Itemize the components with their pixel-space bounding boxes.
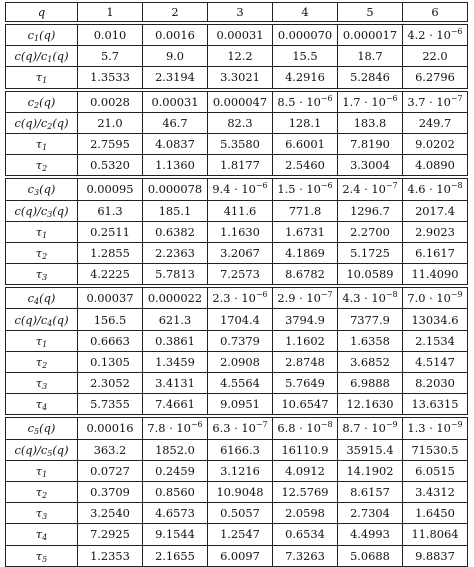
- table-cell: 7.8190: [338, 133, 403, 154]
- table-cell: 0.2459: [143, 460, 208, 481]
- row-label: $\tau_1$: [6, 133, 78, 154]
- row-label: $c_5(q)$: [6, 418, 78, 439]
- row-label: $\tau_5$: [6, 545, 78, 566]
- table-cell: $4.3 \cdot 10^{-8}$: [338, 288, 403, 309]
- table-cell: 0.00016: [78, 418, 143, 439]
- table-cell: 3.3021: [208, 67, 273, 88]
- table-cell: 15.5: [273, 46, 338, 67]
- table-cell: $1.5 \cdot 10^{-6}$: [273, 179, 338, 200]
- table-cell: 2.7595: [78, 133, 143, 154]
- table-row: [6, 418, 468, 439]
- table-cell: 0.5057: [208, 503, 273, 524]
- row-label: $\tau_3$: [6, 503, 78, 524]
- table-cell: 1.3533: [78, 67, 143, 88]
- table-cell: 1704.4: [208, 309, 273, 330]
- table-cell: 3.1216: [208, 460, 273, 481]
- table-row: [6, 373, 468, 394]
- row-label: $c_4(q)$: [6, 288, 78, 309]
- table-cell: 1.2855: [78, 242, 143, 263]
- table-cell: $6.3 \cdot 10^{-7}$: [208, 418, 273, 439]
- table-cell: 0.00095: [78, 179, 143, 200]
- table-cell: 0.1305: [78, 351, 143, 372]
- table-cell: 771.8: [273, 200, 338, 221]
- table-cell: $3.7 \cdot 10^{-7}$: [403, 91, 468, 112]
- header-q5: 5: [338, 3, 403, 22]
- table-cell: 82.3: [208, 112, 273, 133]
- table-cell: 3.4131: [143, 373, 208, 394]
- table-row: [6, 351, 468, 372]
- table-cell: 2.9023: [403, 221, 468, 242]
- table-row: [6, 133, 468, 154]
- table-cell: 4.4993: [338, 524, 403, 545]
- table-cell: 21.0: [78, 112, 143, 133]
- table-row: [6, 67, 468, 88]
- header-q3: 3: [208, 3, 273, 22]
- table-cell: 9.0: [143, 46, 208, 67]
- row-label: $c(q)/c_5(q)$: [6, 439, 78, 460]
- table-cell: $2.4 \cdot 10^{-7}$: [338, 179, 403, 200]
- table-cell: 61.3: [78, 200, 143, 221]
- table-cell: 1.6358: [338, 330, 403, 351]
- table-row: [6, 394, 468, 415]
- table-cell: 4.0837: [143, 133, 208, 154]
- table-cell: 12.2: [208, 46, 273, 67]
- table-cell: 3.3004: [338, 155, 403, 176]
- table-cell: 13.6315: [403, 394, 468, 415]
- row-label: $\tau_4$: [6, 524, 78, 545]
- row-label: $c_3(q)$: [6, 179, 78, 200]
- table-cell: 5.7: [78, 46, 143, 67]
- table-cell: 0.7379: [208, 330, 273, 351]
- table-cell: 2.2363: [143, 242, 208, 263]
- table-row: [6, 288, 468, 309]
- table-cell: 2.2700: [338, 221, 403, 242]
- table-cell: 6.1617: [403, 242, 468, 263]
- table-cell: 9.1544: [143, 524, 208, 545]
- table-row: [6, 460, 468, 481]
- table-cell: 3.2067: [208, 242, 273, 263]
- table-cell: 5.0688: [338, 545, 403, 566]
- table-cell: 0.000017: [338, 25, 403, 46]
- table-cell: 0.00037: [78, 288, 143, 309]
- table-row: [6, 503, 468, 524]
- row-label: $\tau_3$: [6, 373, 78, 394]
- table-cell: 0.010: [78, 25, 143, 46]
- header-row: [6, 3, 468, 22]
- table-cell: 5.1725: [338, 242, 403, 263]
- row-label: $\tau_2$: [6, 481, 78, 502]
- table-cell: 0.6663: [78, 330, 143, 351]
- table-cell: $1.3 \cdot 10^{-9}$: [403, 418, 468, 439]
- table-cell: 249.7: [403, 112, 468, 133]
- table-cell: 5.3580: [208, 133, 273, 154]
- table-cell: 1.1360: [143, 155, 208, 176]
- table-row: [6, 545, 468, 566]
- table-cell: 0.0028: [78, 91, 143, 112]
- table-body: [6, 3, 468, 567]
- table-cell: 0.0727: [78, 460, 143, 481]
- table-row: [6, 439, 468, 460]
- table-cell: 4.2916: [273, 67, 338, 88]
- table-cell: 3.4312: [403, 481, 468, 502]
- table-cell: 156.5: [78, 309, 143, 330]
- table-cell: 3794.9: [273, 309, 338, 330]
- table-cell: $2.3 \cdot 10^{-6}$: [208, 288, 273, 309]
- table-cell: 10.0589: [338, 264, 403, 285]
- row-label: $\tau_2$: [6, 155, 78, 176]
- table-cell: 0.00031: [208, 25, 273, 46]
- table-cell: 6.2796: [403, 67, 468, 88]
- table-cell: 12.5769: [273, 481, 338, 502]
- table-cell: 2.3052: [78, 373, 143, 394]
- table-cell: 2.8748: [273, 351, 338, 372]
- table-cell: 4.2225: [78, 264, 143, 285]
- table-cell: 0.6382: [143, 221, 208, 242]
- row-label: $c(q)/c_1(q)$: [6, 46, 78, 67]
- row-label: $\tau_1$: [6, 330, 78, 351]
- table-row: [6, 25, 468, 46]
- table-cell: 0.5320: [78, 155, 143, 176]
- table-cell: 13034.6: [403, 309, 468, 330]
- table-cell: 11.4090: [403, 264, 468, 285]
- table-cell: 22.0: [403, 46, 468, 67]
- table-cell: $8.5 \cdot 10^{-6}$: [273, 91, 338, 112]
- table-cell: 2.0598: [273, 503, 338, 524]
- table-cell: 6.9888: [338, 373, 403, 394]
- table-cell: 183.8: [338, 112, 403, 133]
- table-cell: $2.9 \cdot 10^{-7}$: [273, 288, 338, 309]
- table-cell: 0.3861: [143, 330, 208, 351]
- header-q4: 4: [273, 3, 338, 22]
- table-cell: $7.8 \cdot 10^{-6}$: [143, 418, 208, 439]
- table-row: [6, 309, 468, 330]
- table-cell: 5.7355: [78, 394, 143, 415]
- row-label: $c(q)/c_3(q)$: [6, 200, 78, 221]
- table-row: [6, 330, 468, 351]
- table-cell: $4.2 \cdot 10^{-6}$: [403, 25, 468, 46]
- header-label: q: [6, 3, 78, 22]
- table-cell: 6.0515: [403, 460, 468, 481]
- table-cell: 1.3459: [143, 351, 208, 372]
- table-row: [6, 200, 468, 221]
- row-label: $\tau_4$: [6, 394, 78, 415]
- table-row: [6, 242, 468, 263]
- table-row: [6, 91, 468, 112]
- table-cell: 0.000070: [273, 25, 338, 46]
- table-cell: 3.6852: [338, 351, 403, 372]
- table-cell: 2017.4: [403, 200, 468, 221]
- table-cell: 6.0097: [208, 545, 273, 566]
- table-cell: 4.6573: [143, 503, 208, 524]
- table-cell: 0.000047: [208, 91, 273, 112]
- table-cell: 1.2353: [78, 545, 143, 566]
- table-cell: 2.1534: [403, 330, 468, 351]
- table-cell: 4.0890: [403, 155, 468, 176]
- table-cell: 11.8064: [403, 524, 468, 545]
- header-q1: 1: [78, 3, 143, 22]
- table-row: [6, 155, 468, 176]
- table-cell: 7.3263: [273, 545, 338, 566]
- table-cell: 1.8177: [208, 155, 273, 176]
- table-cell: 8.6157: [338, 481, 403, 502]
- table-cell: 46.7: [143, 112, 208, 133]
- data-table: [5, 2, 468, 567]
- table-cell: 8.6782: [273, 264, 338, 285]
- table-cell: 2.0908: [208, 351, 273, 372]
- table-cell: 621.3: [143, 309, 208, 330]
- table-cell: 1.2547: [208, 524, 273, 545]
- table-cell: 9.0202: [403, 133, 468, 154]
- table-cell: $8.7 \cdot 10^{-9}$: [338, 418, 403, 439]
- table-cell: 0.00031: [143, 91, 208, 112]
- table-row: [6, 264, 468, 285]
- table-cell: 0.8560: [143, 481, 208, 502]
- table-cell: 185.1: [143, 200, 208, 221]
- row-label: $\tau_2$: [6, 351, 78, 372]
- table-cell: 8.2030: [403, 373, 468, 394]
- table-cell: 1.1602: [273, 330, 338, 351]
- row-label: $\tau_1$: [6, 221, 78, 242]
- table-cell: 2.7304: [338, 503, 403, 524]
- table-cell: 7.2573: [208, 264, 273, 285]
- table-cell: $1.7 \cdot 10^{-6}$: [338, 91, 403, 112]
- table-cell: 4.1869: [273, 242, 338, 263]
- table-cell: 363.2: [78, 439, 143, 460]
- table-cell: 6166.3: [208, 439, 273, 460]
- table-cell: 14.1902: [338, 460, 403, 481]
- row-label: $c(q)/c_4(q)$: [6, 309, 78, 330]
- table-cell: 2.3194: [143, 67, 208, 88]
- table-cell: 3.2540: [78, 503, 143, 524]
- table-cell: 10.9048: [208, 481, 273, 502]
- table-cell: 0.000022: [143, 288, 208, 309]
- table-cell: 0.6534: [273, 524, 338, 545]
- table-cell: 2.5460: [273, 155, 338, 176]
- table-cell: 4.5147: [403, 351, 468, 372]
- table-cell: 0.0016: [143, 25, 208, 46]
- table-row: [6, 112, 468, 133]
- table-row: [6, 179, 468, 200]
- table-cell: 71530.5: [403, 439, 468, 460]
- row-label: $\tau_3$: [6, 264, 78, 285]
- table-cell: $6.8 \cdot 10^{-8}$: [273, 418, 338, 439]
- row-label: $\tau_2$: [6, 242, 78, 263]
- table-cell: 1296.7: [338, 200, 403, 221]
- table-cell: $9.4 \cdot 10^{-6}$: [208, 179, 273, 200]
- table-cell: 2.1655: [143, 545, 208, 566]
- table-cell: 1852.0: [143, 439, 208, 460]
- table-cell: 12.1630: [338, 394, 403, 415]
- table-row: [6, 46, 468, 67]
- table-row: [6, 221, 468, 242]
- table-cell: 0.3709: [78, 481, 143, 502]
- table-cell: 10.6547: [273, 394, 338, 415]
- table-cell: 18.7: [338, 46, 403, 67]
- row-label: $c_1(q)$: [6, 25, 78, 46]
- table-cell: 1.6450: [403, 503, 468, 524]
- table-cell: $7.0 \cdot 10^{-9}$: [403, 288, 468, 309]
- header-q6: 6: [403, 3, 468, 22]
- table-cell: 4.5564: [208, 373, 273, 394]
- table-cell: 5.7649: [273, 373, 338, 394]
- table-cell: 9.0951: [208, 394, 273, 415]
- table-cell: 7.4661: [143, 394, 208, 415]
- table-cell: 4.0912: [273, 460, 338, 481]
- table-cell: 1.6731: [273, 221, 338, 242]
- row-label: $c_2(q)$: [6, 91, 78, 112]
- table-cell: 1.1630: [208, 221, 273, 242]
- table-row: [6, 481, 468, 502]
- table-cell: 7377.9: [338, 309, 403, 330]
- row-label: $c(q)/c_2(q)$: [6, 112, 78, 133]
- table-cell: $4.6 \cdot 10^{-8}$: [403, 179, 468, 200]
- table-cell: 411.6: [208, 200, 273, 221]
- table-cell: 9.8837: [403, 545, 468, 566]
- table-cell: 128.1: [273, 112, 338, 133]
- row-label: $\tau_1$: [6, 67, 78, 88]
- table-cell: 16110.9: [273, 439, 338, 460]
- table-cell: 7.2925: [78, 524, 143, 545]
- row-label: $\tau_1$: [6, 460, 78, 481]
- table-cell: 5.7813: [143, 264, 208, 285]
- table-cell: 0.2511: [78, 221, 143, 242]
- table-cell: 0.000078: [143, 179, 208, 200]
- header-q2: 2: [143, 3, 208, 22]
- table-cell: 35915.4: [338, 439, 403, 460]
- table-cell: 6.6001: [273, 133, 338, 154]
- table-cell: 5.2846: [338, 67, 403, 88]
